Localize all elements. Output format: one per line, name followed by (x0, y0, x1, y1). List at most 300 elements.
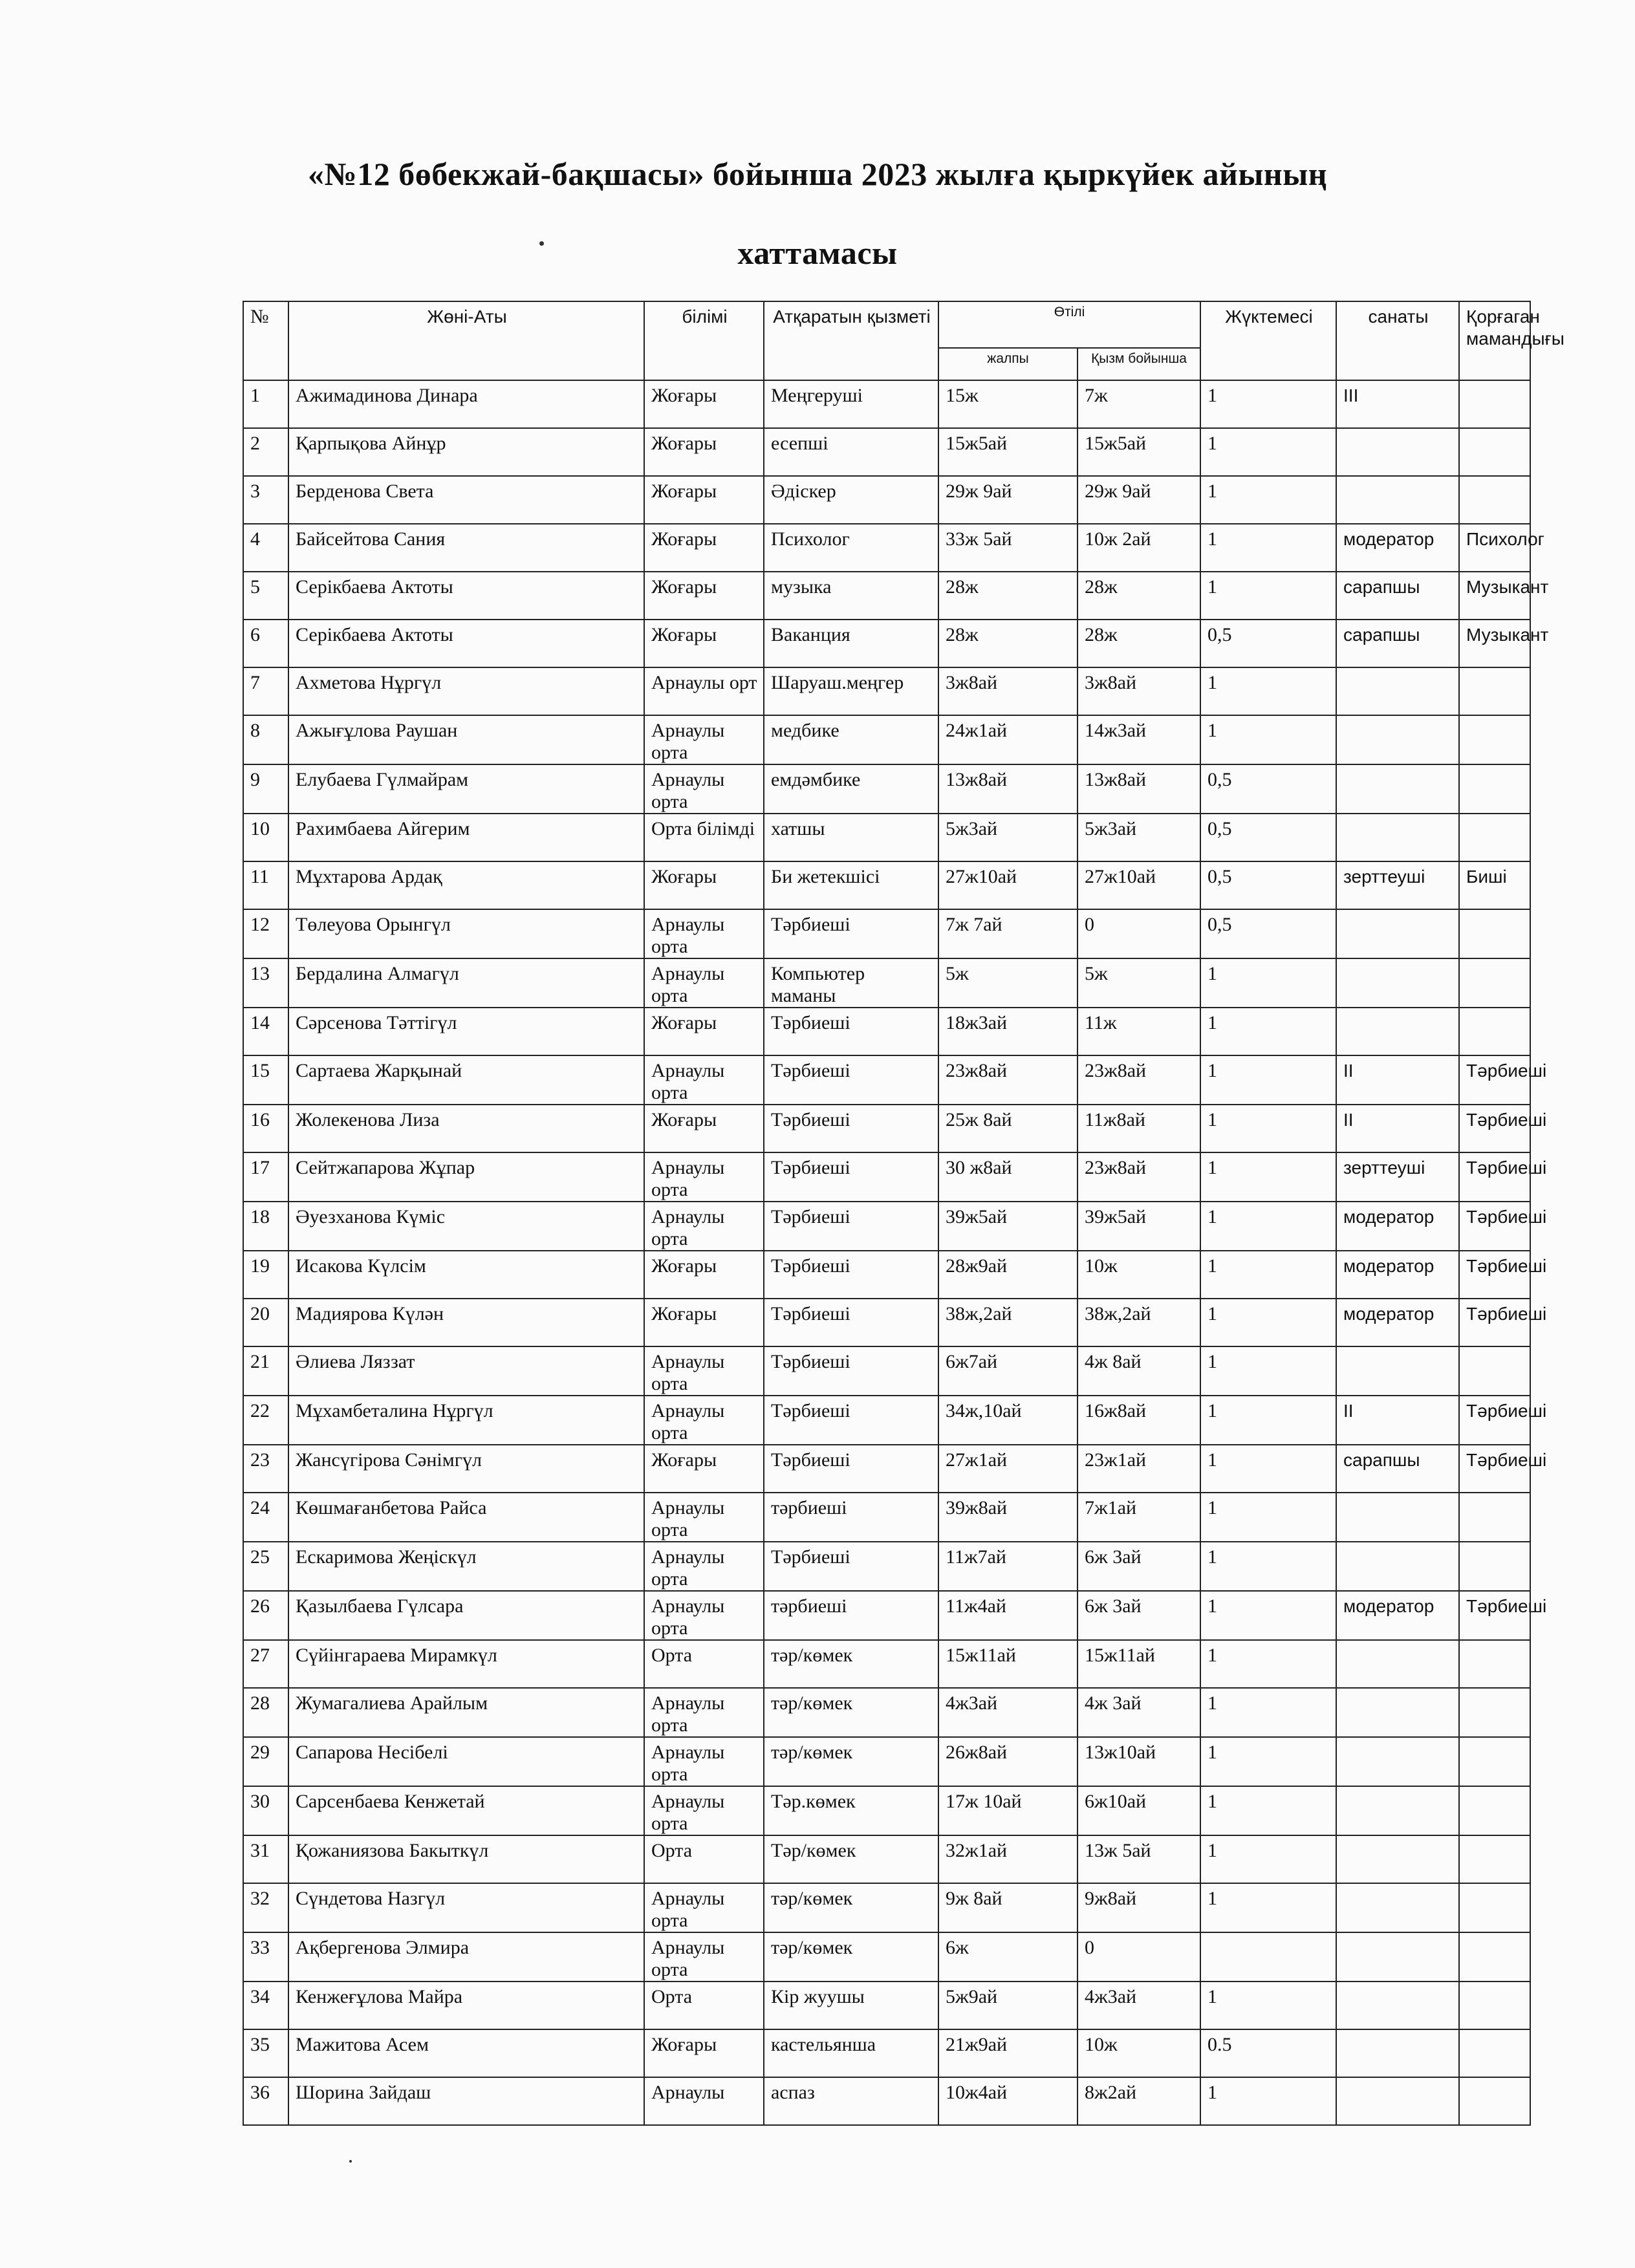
cell-exp-position: 27ж10ай (1077, 861, 1200, 909)
cell-education: Орта білімді (644, 814, 764, 861)
cell-education: Жоғары (644, 1251, 764, 1299)
cell-name: Ақбергенова Элмира (288, 1932, 644, 1982)
cell-position: Тәрбиеші (764, 1008, 938, 1055)
cell-name: Байсейтова Сания (288, 524, 644, 572)
cell-load: 1 (1200, 958, 1336, 1008)
cell-position: тәр/көмек (764, 1737, 938, 1786)
cell-no: 22 (243, 1396, 288, 1445)
cell-category (1336, 1688, 1459, 1737)
cell-specialty: Тәрбиеші (1459, 1396, 1530, 1445)
cell-specialty (1459, 1883, 1530, 1932)
cell-category (1336, 1542, 1459, 1591)
cell-specialty (1459, 476, 1530, 524)
cell-exp-total: 30 ж8ай (938, 1152, 1077, 1202)
cell-education: Жоғары (644, 524, 764, 572)
cell-exp-total: 32ж1ай (938, 1835, 1077, 1883)
col-header-education: білімі (644, 301, 764, 380)
cell-no: 16 (243, 1105, 288, 1152)
table-row (243, 1202, 1530, 1251)
cell-exp-total: 5ж9ай (938, 1982, 1077, 2029)
cell-name: Қарпықова Айнұр (288, 428, 644, 476)
cell-exp-total: 38ж,2ай (938, 1299, 1077, 1346)
cell-position: Тәрбиеші (764, 1346, 938, 1396)
cell-specialty (1459, 1982, 1530, 2029)
cell-category (1336, 1737, 1459, 1786)
cell-load: 1 (1200, 715, 1336, 764)
cell-position: Тәрбиеші (764, 1299, 938, 1346)
cell-exp-position: 4ж 8ай (1077, 1346, 1200, 1396)
cell-no: 32 (243, 1883, 288, 1932)
cell-category: модератор (1336, 1299, 1459, 1346)
cell-category: сарапшы (1336, 572, 1459, 620)
col-header-exp-position: Қызм бойынша (1077, 348, 1200, 380)
cell-no: 15 (243, 1055, 288, 1105)
table-row (243, 1688, 1530, 1737)
cell-position: тәр/көмек (764, 1640, 938, 1688)
cell-position: музыка (764, 572, 938, 620)
cell-category (1336, 1932, 1459, 1982)
cell-exp-total: 27ж10ай (938, 861, 1077, 909)
cell-load: 1 (1200, 1445, 1336, 1493)
cell-specialty: Биші (1459, 861, 1530, 909)
cell-no: 33 (243, 1932, 288, 1982)
cell-position: Тәрбиеші (764, 1445, 938, 1493)
col-header-exp-total: жалпы (938, 348, 1077, 380)
cell-exp-total: 33ж 5ай (938, 524, 1077, 572)
cell-category: модератор (1336, 524, 1459, 572)
table-row (243, 1396, 1530, 1445)
cell-exp-position: 15ж5ай (1077, 428, 1200, 476)
cell-exp-position: 13ж 5ай (1077, 1835, 1200, 1883)
document-subtitle: хаттамасы (737, 235, 898, 271)
cell-name: Төлеуова Орынгүл (288, 909, 644, 958)
cell-no: 31 (243, 1835, 288, 1883)
cell-load: 1 (1200, 1542, 1336, 1591)
cell-no: 29 (243, 1737, 288, 1786)
cell-exp-position: 11ж (1077, 1008, 1200, 1055)
cell-exp-total: 4ж3ай (938, 1688, 1077, 1737)
cell-category: модератор (1336, 1202, 1459, 1251)
cell-name: Сартаева Жарқынай (288, 1055, 644, 1105)
cell-specialty: Музыкант (1459, 572, 1530, 620)
cell-specialty (1459, 1346, 1530, 1396)
table-body (243, 380, 1549, 2125)
cell-category: II (1336, 1105, 1459, 1152)
cell-exp-total: 24ж1ай (938, 715, 1077, 764)
table-row (243, 667, 1530, 715)
cell-load: 1 (1200, 1105, 1336, 1152)
table-row (243, 1055, 1530, 1105)
table-row (243, 2029, 1530, 2077)
cell-exp-position: 23ж8ай (1077, 1055, 1200, 1105)
cell-specialty: Тәрбиеші (1459, 1202, 1530, 1251)
cell-exp-position: 16ж8ай (1077, 1396, 1200, 1445)
cell-exp-position: 5ж3ай (1077, 814, 1200, 861)
cell-category (1336, 2077, 1459, 2125)
table-row (243, 1008, 1530, 1055)
table-row (243, 1542, 1530, 1591)
cell-exp-position: 8ж2ай (1077, 2077, 1200, 2125)
cell-load: 0,5 (1200, 909, 1336, 958)
cell-education: Орта (644, 1640, 764, 1688)
cell-exp-position: 6ж10ай (1077, 1786, 1200, 1835)
cell-exp-total: 10ж4ай (938, 2077, 1077, 2125)
cell-position: Психолог (764, 524, 938, 572)
cell-exp-total: 15ж5ай (938, 428, 1077, 476)
cell-no: 18 (243, 1202, 288, 1251)
cell-position: емдәмбике (764, 764, 938, 814)
staff-table (243, 301, 1565, 2126)
col-header-position: Атқаратын қызметі (764, 301, 938, 380)
cell-name: Рахимбаева Айгерим (288, 814, 644, 861)
table-row (243, 814, 1530, 861)
cell-category (1336, 1835, 1459, 1883)
cell-load: 0,5 (1200, 764, 1336, 814)
cell-category (1336, 764, 1459, 814)
cell-specialty: Тәрбиеші (1459, 1105, 1530, 1152)
cell-category: II (1336, 1055, 1459, 1105)
cell-specialty (1459, 2029, 1530, 2077)
cell-name: Сүндетова Назгүл (288, 1883, 644, 1932)
cell-specialty (1459, 814, 1530, 861)
cell-education: Жоғары (644, 428, 764, 476)
cell-exp-total: 5ж3ай (938, 814, 1077, 861)
cell-exp-total: 11ж7ай (938, 1542, 1077, 1591)
cell-category: сарапшы (1336, 620, 1459, 667)
cell-name: Мажитова Асем (288, 2029, 644, 2077)
cell-load: 1 (1200, 1883, 1336, 1932)
table-row (243, 1251, 1530, 1299)
cell-exp-position: 23ж8ай (1077, 1152, 1200, 1202)
cell-no: 19 (243, 1251, 288, 1299)
cell-education: Арнаулы орта (644, 1346, 764, 1396)
cell-specialty (1459, 1493, 1530, 1542)
cell-exp-total: 28ж9ай (938, 1251, 1077, 1299)
cell-load: 1 (1200, 1591, 1336, 1640)
cell-specialty (1459, 958, 1530, 1008)
cell-load: 1 (1200, 667, 1336, 715)
cell-position: Әдіскер (764, 476, 938, 524)
cell-position: Тәрбиеші (764, 1542, 938, 1591)
cell-category (1336, 715, 1459, 764)
cell-load: 1 (1200, 572, 1336, 620)
cell-position: Ваканция (764, 620, 938, 667)
cell-load: 1 (1200, 380, 1336, 428)
cell-exp-total: 17ж 10ай (938, 1786, 1077, 1835)
table-row (243, 1152, 1530, 1202)
cell-exp-position: 13ж10ай (1077, 1737, 1200, 1786)
table-row (243, 1982, 1530, 2029)
cell-no: 21 (243, 1346, 288, 1396)
cell-education: Арнаулы орта (644, 1202, 764, 1251)
cell-name: Ескаримова Жеңіскүл (288, 1542, 644, 1591)
cell-no: 25 (243, 1542, 288, 1591)
cell-name: Көшмағанбетова Райса (288, 1493, 644, 1542)
cell-category (1336, 958, 1459, 1008)
cell-name: Бердалина Алмагүл (288, 958, 644, 1008)
table-row (243, 428, 1530, 476)
cell-name: Жансүгірова Сәнімгүл (288, 1445, 644, 1493)
cell-name: Сәрсенова Тәттігүл (288, 1008, 644, 1055)
cell-name: Ажығұлова Раушан (288, 715, 644, 764)
cell-load: 0,5 (1200, 861, 1336, 909)
cell-no: 10 (243, 814, 288, 861)
cell-specialty (1459, 715, 1530, 764)
cell-load: 0,5 (1200, 620, 1336, 667)
scan-speck (349, 2160, 352, 2163)
cell-specialty (1459, 428, 1530, 476)
cell-category (1336, 428, 1459, 476)
cell-load (1200, 1932, 1336, 1982)
cell-exp-total: 11ж4ай (938, 1591, 1077, 1640)
cell-exp-total: 15ж (938, 380, 1077, 428)
cell-name: Берденова Света (288, 476, 644, 524)
cell-specialty (1459, 380, 1530, 428)
col-header-load: Жүктемесі (1200, 301, 1336, 380)
cell-name: Жолекенова Лиза (288, 1105, 644, 1152)
cell-position: Меңгеруші (764, 380, 938, 428)
cell-category: сарапшы (1336, 1445, 1459, 1493)
cell-exp-position: 6ж 3ай (1077, 1591, 1200, 1640)
cell-load: 1 (1200, 428, 1336, 476)
cell-position: тәрбиеші (764, 1493, 938, 1542)
cell-position: медбике (764, 715, 938, 764)
cell-exp-total: 25ж 8ай (938, 1105, 1077, 1152)
table-row (243, 572, 1530, 620)
cell-position: есепші (764, 428, 938, 476)
cell-exp-position: 4ж3ай (1077, 1982, 1200, 2029)
cell-exp-position: 4ж 3ай (1077, 1688, 1200, 1737)
cell-specialty (1459, 1688, 1530, 1737)
cell-load: 1 (1200, 1152, 1336, 1202)
cell-position: Тәрбиеші (764, 909, 938, 958)
cell-name: Серікбаева Актоты (288, 572, 644, 620)
cell-position: Би жетекшісі (764, 861, 938, 909)
cell-category (1336, 1786, 1459, 1835)
cell-no: 1 (243, 380, 288, 428)
cell-name: Сарсенбаева Кенжетай (288, 1786, 644, 1835)
cell-position: Компьютер маманы (764, 958, 938, 1008)
cell-category: III (1336, 380, 1459, 428)
cell-position: Тәр/көмек (764, 1835, 938, 1883)
cell-specialty: Тәрбиеші (1459, 1591, 1530, 1640)
cell-exp-total: 5ж (938, 958, 1077, 1008)
table-header-row (243, 301, 1530, 348)
cell-exp-position: 0 (1077, 1932, 1200, 1982)
cell-category (1336, 2029, 1459, 2077)
table-row (243, 524, 1530, 572)
cell-name: Жумагалиева Арайлым (288, 1688, 644, 1737)
cell-education: Арнаулы орта (644, 1542, 764, 1591)
cell-education: Арнаулы (644, 2077, 764, 2125)
cell-name: Мұхамбеталина Нұргүл (288, 1396, 644, 1445)
cell-specialty (1459, 1737, 1530, 1786)
cell-category (1336, 1640, 1459, 1688)
cell-name: Исакова Күлсім (288, 1251, 644, 1299)
cell-specialty (1459, 2077, 1530, 2125)
table-row (243, 1346, 1530, 1396)
col-header-experience: Өтілі (938, 301, 1200, 348)
cell-education: Арнаулы орта (644, 958, 764, 1008)
cell-no: 2 (243, 428, 288, 476)
cell-load: 1 (1200, 476, 1336, 524)
cell-load: 0,5 (1200, 814, 1336, 861)
cell-specialty: Психолог (1459, 524, 1530, 572)
cell-no: 17 (243, 1152, 288, 1202)
table-row (243, 1737, 1530, 1786)
cell-education: Жоғары (644, 380, 764, 428)
cell-education: Жоғары (644, 572, 764, 620)
cell-education: Жоғары (644, 1445, 764, 1493)
table-row (243, 1493, 1530, 1542)
cell-exp-position: 28ж (1077, 572, 1200, 620)
table-row (243, 1932, 1530, 1982)
cell-exp-position: 39ж5ай (1077, 1202, 1200, 1251)
table-row (243, 1299, 1530, 1346)
cell-no: 8 (243, 715, 288, 764)
cell-exp-total: 28ж (938, 572, 1077, 620)
cell-load: 1 (1200, 2077, 1336, 2125)
cell-specialty (1459, 667, 1530, 715)
cell-specialty: Тәрбиеші (1459, 1251, 1530, 1299)
cell-position: Кір жуушы (764, 1982, 938, 2029)
cell-load: 1 (1200, 1299, 1336, 1346)
cell-exp-position: 15ж11ай (1077, 1640, 1200, 1688)
cell-exp-position: 7ж1ай (1077, 1493, 1200, 1542)
cell-no: 7 (243, 667, 288, 715)
cell-exp-total: 27ж1ай (938, 1445, 1077, 1493)
cell-name: Шорина Зайдаш (288, 2077, 644, 2125)
cell-category: зерттеуші (1336, 1152, 1459, 1202)
cell-no: 3 (243, 476, 288, 524)
cell-no: 23 (243, 1445, 288, 1493)
cell-specialty (1459, 1835, 1530, 1883)
cell-no: 13 (243, 958, 288, 1008)
cell-specialty (1459, 1640, 1530, 1688)
cell-education: Арнаулы орта (644, 1591, 764, 1640)
cell-exp-position: 14ж3ай (1077, 715, 1200, 764)
cell-exp-position: 28ж (1077, 620, 1200, 667)
cell-exp-total: 3ж8ай (938, 667, 1077, 715)
cell-load: 1 (1200, 1202, 1336, 1251)
cell-name: Ажимадинова Динара (288, 380, 644, 428)
cell-load: 1 (1200, 1055, 1336, 1105)
cell-exp-position: 9ж8ай (1077, 1883, 1200, 1932)
cell-position: Тәрбиеші (764, 1396, 938, 1445)
cell-no: 34 (243, 1982, 288, 2029)
cell-specialty (1459, 1786, 1530, 1835)
cell-load: 1 (1200, 1835, 1336, 1883)
cell-position: хатшы (764, 814, 938, 861)
cell-education: Орта (644, 1982, 764, 2029)
cell-exp-position: 10ж 2ай (1077, 524, 1200, 572)
cell-category: модератор (1336, 1591, 1459, 1640)
cell-education: Арнаулы орта (644, 764, 764, 814)
cell-exp-total: 28ж (938, 620, 1077, 667)
cell-exp-total: 23ж8ай (938, 1055, 1077, 1105)
table-row (243, 1883, 1530, 1932)
cell-exp-total: 9ж 8ай (938, 1883, 1077, 1932)
cell-category (1336, 1982, 1459, 2029)
cell-load: 1 (1200, 1786, 1336, 1835)
cell-exp-position: 11ж8ай (1077, 1105, 1200, 1152)
table-row (243, 1640, 1530, 1688)
cell-no: 6 (243, 620, 288, 667)
cell-position: тәр/көмек (764, 1688, 938, 1737)
cell-category: модератор (1336, 1251, 1459, 1299)
cell-load: 1 (1200, 1346, 1336, 1396)
table-row (243, 1105, 1530, 1152)
cell-exp-total: 39ж8ай (938, 1493, 1077, 1542)
cell-education: Жоғары (644, 861, 764, 909)
cell-exp-total: 13ж8ай (938, 764, 1077, 814)
cell-education: Жоғары (644, 1105, 764, 1152)
cell-education: Жоғары (644, 1299, 764, 1346)
table-row (243, 2077, 1530, 2125)
cell-education: Арнаулы орта (644, 1737, 764, 1786)
cell-specialty: Музыкант (1459, 620, 1530, 667)
table-row (243, 1591, 1530, 1640)
cell-exp-position: 38ж,2ай (1077, 1299, 1200, 1346)
cell-category (1336, 1346, 1459, 1396)
cell-no: 20 (243, 1299, 288, 1346)
cell-specialty: Тәрбиеші (1459, 1445, 1530, 1493)
cell-position: Тәрбиеші (764, 1251, 938, 1299)
table-row (243, 764, 1530, 814)
cell-education: Арнаулы орт (644, 667, 764, 715)
cell-name: Кенжеғұлова Майра (288, 1982, 644, 2029)
cell-education: Арнаулы орта (644, 1932, 764, 1982)
cell-position: тәрбиеші (764, 1591, 938, 1640)
cell-category (1336, 667, 1459, 715)
cell-load: 0.5 (1200, 2029, 1336, 2077)
cell-education: Жоғары (644, 476, 764, 524)
cell-exp-position: 13ж8ай (1077, 764, 1200, 814)
cell-no: 12 (243, 909, 288, 958)
cell-education: Арнаулы орта (644, 1883, 764, 1932)
cell-exp-total: 6ж (938, 1932, 1077, 1982)
cell-category (1336, 909, 1459, 958)
cell-name: Қожаниязова Бакыткүл (288, 1835, 644, 1883)
cell-exp-total: 39ж5ай (938, 1202, 1077, 1251)
table-row (243, 861, 1530, 909)
cell-position: Шаруаш.меңгер (764, 667, 938, 715)
cell-position: Тәрбиеші (764, 1055, 938, 1105)
cell-load: 1 (1200, 1688, 1336, 1737)
cell-education: Арнаулы орта (644, 1786, 764, 1835)
cell-exp-position: 29ж 9ай (1077, 476, 1200, 524)
cell-education: Арнаулы орта (644, 1493, 764, 1542)
cell-education: Жоғары (644, 1008, 764, 1055)
cell-exp-position: 7ж (1077, 380, 1200, 428)
cell-load: 1 (1200, 1640, 1336, 1688)
cell-name: Әуезханова Күміс (288, 1202, 644, 1251)
document-title: «№12 бөбекжай-бақшасы» бойынша 2023 жылға қыркүйек айының (307, 156, 1328, 192)
cell-name: Әлиева Ляззат (288, 1346, 644, 1396)
cell-education: Арнаулы орта (644, 1055, 764, 1105)
cell-specialty (1459, 1008, 1530, 1055)
cell-position: аспаз (764, 2077, 938, 2125)
cell-education: Жоғары (644, 2029, 764, 2077)
cell-no: 4 (243, 524, 288, 572)
cell-education: Арнаулы орта (644, 1396, 764, 1445)
cell-load: 1 (1200, 1737, 1336, 1786)
cell-exp-position: 6ж 3ай (1077, 1542, 1200, 1591)
cell-no: 28 (243, 1688, 288, 1737)
cell-specialty (1459, 764, 1530, 814)
table-row (243, 909, 1530, 958)
cell-no: 14 (243, 1008, 288, 1055)
